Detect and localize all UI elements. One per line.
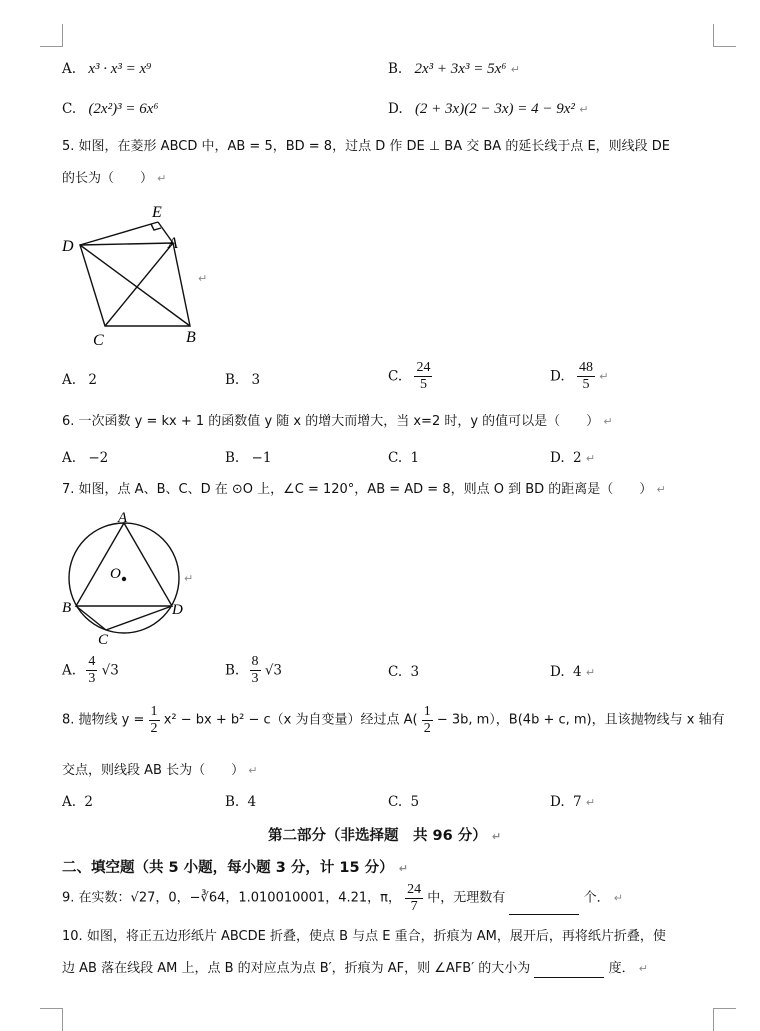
q7-option-b [225,654,282,687]
option-label: A. [62,794,77,810]
question-text: 抛物线 y = [78,712,145,728]
option-label: B. [225,662,240,679]
option-label: A. [62,662,77,679]
label-c: C [98,632,109,648]
option-value: 2 [88,372,97,388]
q5-option-c [388,360,432,393]
answer-blank[interactable] [509,900,579,915]
heading-text: 第二部分（非选择题 共 96 分） [268,828,487,844]
question-text: 度． [608,961,635,976]
fraction-denominator: 7 [410,899,418,914]
q8-stem-line2 [62,762,257,780]
q5-option-b [225,371,260,389]
q6-stem [62,413,613,431]
crop-mark-bottom-left [40,1008,63,1031]
paragraph-mark: ↵ [491,830,502,843]
q6-option-c [388,449,419,467]
option-label: B. [225,372,240,388]
paragraph-mark: ↵ [613,891,623,905]
q8-option-c [388,793,419,811]
q8-option-a [62,793,93,811]
label-a: A [168,235,178,252]
label-o: O [110,566,121,582]
fraction-denominator: 2 [423,721,431,736]
q5-stem-line1 [62,138,670,156]
paragraph-mark: ↵ [656,483,666,496]
question-text: 如图，将正五边形纸片 ABCDE 折叠，使点 B 与点 E 重合，折痕为 AM，展开后，再将纸片折叠，使 [86,929,666,944]
option-label: D. [550,368,565,385]
fraction [86,654,97,687]
fraction [405,882,423,915]
square-root: √3 [264,662,283,679]
option-label: A. [62,61,77,77]
question-number: 8. [62,712,75,728]
q5-option-a [62,371,97,389]
option-label: B. [225,794,240,810]
fraction [414,360,432,393]
q8-stem-line1 [62,704,725,737]
paragraph-mark: ↵ [585,666,596,679]
question-text: 中，无理数有 [427,890,506,906]
question-text: 在实数：√27，0，−∛64，1.010010001，4.21，π， [78,890,401,906]
paragraph-mark: ↵ [198,272,208,285]
option-label: A. [62,450,77,466]
paragraph-mark: ↵ [248,764,258,777]
option-value: 1 [410,450,420,466]
option-expression: 2x³ + 3x³ = 5x⁶ [414,61,507,77]
fraction-numerator: 48 [578,360,593,375]
fraction-numerator: 1 [150,704,158,719]
fraction-denominator: 5 [419,377,427,392]
option-label: B. [225,450,240,466]
crop-mark-top-left [40,24,63,47]
crop-mark-top-right [713,24,736,47]
option-value: 3 [410,664,420,680]
option-label: D. [550,794,565,810]
q7-option-d [550,663,595,682]
question-number: 9. [62,890,75,906]
question-text: 边 AB 落在线段 AM 上，点 B 的对应点为点 B′，折痕为 AF，则 ∠AFB′ 的大小为 [62,961,531,976]
option-label: A. [62,372,77,388]
fraction-numerator: 8 [251,654,259,669]
option-expression: (2x²)³ = 6x⁶ [88,101,159,117]
fraction-numerator: 1 [423,704,431,719]
q4-option-a [62,60,151,78]
question-number: 5. [62,139,75,154]
diagonal-bd [80,245,190,326]
q10-stem-line2 [62,960,648,978]
segment-de [80,222,158,245]
crop-mark-bottom-right [713,1008,736,1031]
paragraph-mark: ↵ [184,572,194,585]
heading-text: 二、填空题（共 5 小题，每小题 3 分，计 15 分） [62,860,394,876]
paragraph-mark: ↵ [638,962,648,975]
q4-option-c [62,100,159,118]
option-label: B. [388,61,403,77]
triangle-abd [76,523,172,606]
question-number: 6. [62,414,75,429]
q4-option-b [388,60,520,79]
option-label: D. [550,450,565,466]
option-label: D. [550,664,565,680]
segments-bc-cd [76,606,172,630]
q6-option-a [62,449,108,467]
option-value: 4 [572,664,582,680]
q6-option-d [550,449,595,468]
fraction-numerator: 4 [88,654,96,669]
question-text: 如图，点 A、B、C、D 在 ⊙O 上，∠C = 120°，AB = AD = 8，则点 O 到 BD 的距离是（ ） [78,482,653,497]
fraction-denominator: 3 [88,671,96,686]
option-value: 5 [410,794,420,810]
part-two-heading [268,824,501,845]
fraction-half [422,704,433,737]
q9-stem [62,882,623,915]
question-text: − 3b, m），B(4b + c, m)，且该抛物线与 x 轴有 [436,712,725,728]
fraction-numerator: 24 [407,882,422,897]
option-label: C. [388,450,403,466]
q8-option-d [550,793,595,812]
paragraph-mark: ↵ [398,862,408,875]
q4-option-d [388,100,588,119]
fraction [250,654,261,687]
option-value: 2 [572,450,582,466]
q5-stem-line2 [62,170,166,188]
paragraph-mark: ↵ [157,172,167,185]
fraction-denominator: 2 [150,721,158,736]
option-label: C. [388,664,403,680]
q7-stem [62,481,666,499]
option-label: C. [388,794,403,810]
question-text: 个． [583,890,610,906]
question-text: x² − bx + b² − c（x 为自变量）经过点 A( [163,712,418,728]
option-value: 2 [84,794,93,810]
question-text: 如图，在菱形 ABCD 中，AB = 5，BD = 8，过点 D 作 DE ⊥ BA 交 BA 的延长线于点 E，则线段 DE [78,139,671,154]
fraction-numerator: 24 [416,360,431,375]
option-value: −1 [251,450,272,466]
fraction-denominator: 3 [251,671,259,686]
label-b: B [186,329,196,346]
option-value: −2 [88,450,109,466]
circle-figure [58,508,198,648]
paragraph-mark: ↵ [510,63,520,76]
square-root: √3 [101,662,119,679]
paragraph-mark: ↵ [599,370,609,383]
option-expression: x³ · x³ = x⁹ [88,61,152,77]
fraction-denominator: 5 [582,377,590,392]
answer-blank[interactable] [534,963,604,978]
label-d: D [62,238,74,255]
option-value: 7 [572,794,582,810]
q7-option-a [62,654,119,687]
option-value: 3 [251,372,261,388]
q6-option-b [225,449,271,467]
option-label: C. [62,101,77,117]
option-label: D. [388,101,403,117]
diagonal-ac [105,243,173,326]
q8-option-b [225,793,256,811]
fraction-half [149,704,160,737]
question-number: 10. [62,929,83,944]
label-a: A [118,510,128,526]
option-value: 4 [247,794,257,810]
option-expression: (2 + 3x)(2 − 3x) = 4 − 9x² [414,101,575,117]
rhombus-figure [58,200,218,350]
option-label: C. [388,368,403,385]
paragraph-mark: ↵ [603,415,613,428]
label-d: D [172,602,183,618]
paragraph-mark: ↵ [579,103,589,116]
label-b: B [62,600,72,616]
paragraph-mark: ↵ [585,452,596,465]
center-point-o [122,577,126,581]
question-text: 交点，则线段 AB 长为（ ） [62,763,245,778]
q7-option-c [388,663,419,681]
label-c: C [93,332,104,349]
fraction [577,360,595,393]
question-text: 的长为（ ） [62,171,154,186]
section-heading-fill-in [62,856,408,877]
q10-stem-line1 [62,928,666,946]
question-number: 7. [62,482,75,497]
q5-option-d [550,360,608,393]
question-text: 一次函数 y = kx + 1 的函数值 y 随 x 的增大而增大，当 x=2 时，y 的值可以是（ ） [78,414,600,429]
paragraph-mark: ↵ [585,796,596,809]
label-e: E [152,204,162,221]
